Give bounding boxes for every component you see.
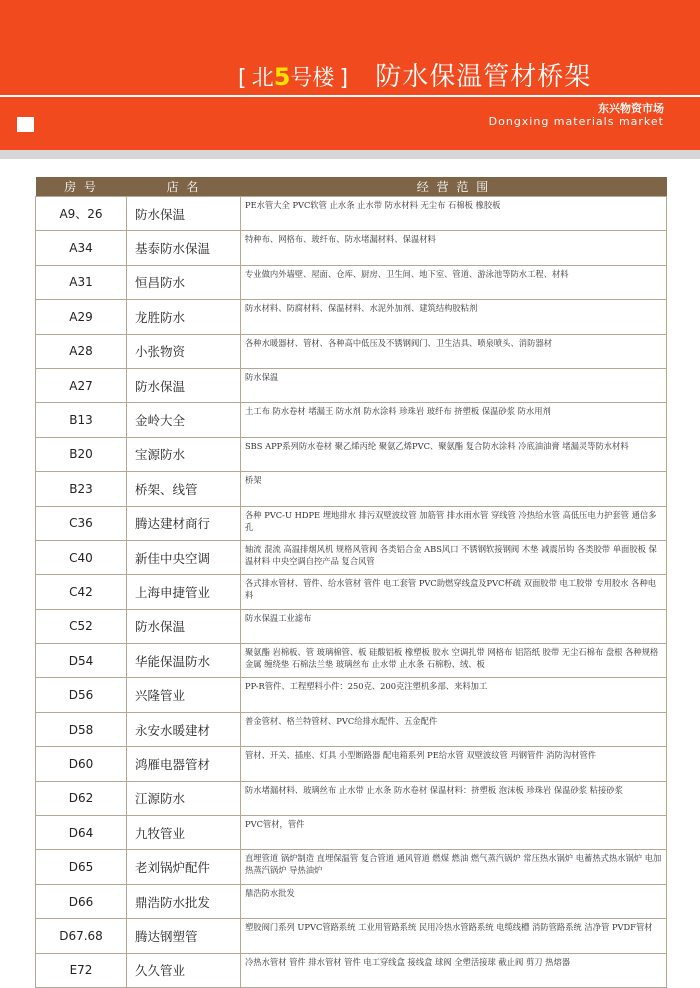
room-number: D67.68 xyxy=(36,919,127,953)
header-gray-strip xyxy=(0,150,700,159)
table-row xyxy=(36,472,667,506)
business-scope: 管材、开关、插座、灯具 小型断路器 配电箱系列 PE给水管 双壁波纹管 玛钢管件 消防沟材管件 xyxy=(241,747,667,781)
shop-name: 防水保温 xyxy=(127,609,241,643)
business-scope: 防水保温工业滤布 xyxy=(241,609,667,643)
table-row xyxy=(36,575,667,609)
shop-name: 久久管业 xyxy=(127,953,241,987)
header-banner xyxy=(0,0,700,150)
business-scope: PE水管大全 PVC软管 止水条 止水带 防水材料 无尘布 石棉板 橡胶板 xyxy=(241,197,667,231)
room-number: A27 xyxy=(36,368,127,402)
room-number: B23 xyxy=(36,472,127,506)
business-scope: PVC管材，管件 xyxy=(241,816,667,850)
table-row xyxy=(36,197,667,231)
shop-name: 恒昌防水 xyxy=(127,265,241,299)
header-room: 房 号 xyxy=(36,177,127,197)
table-row xyxy=(36,506,667,540)
room-number: A34 xyxy=(36,231,127,265)
shop-name: 鼎浩防水批发 xyxy=(127,884,241,918)
business-scope: 各种水暖器材、管材、各种高中低压及不锈钢阀门、卫生洁具、喷泉喷头、消防器材 xyxy=(241,334,667,368)
table-row xyxy=(36,300,667,334)
header-divider xyxy=(0,95,700,97)
room-number: D64 xyxy=(36,816,127,850)
business-scope: 普金管材、格兰特管材、PVC给排水配件、五金配件 xyxy=(241,712,667,746)
shop-name: 腾达建材商行 xyxy=(127,506,241,540)
business-scope: SBS APP系列防水卷材 聚乙烯丙纶 聚氨乙烯PVC、聚氨酯 复合防水涂料 冷底油油膏 堵漏灵等防水材料 xyxy=(241,437,667,471)
shop-name: 永安水暖建材 xyxy=(127,712,241,746)
building-suffix: 号楼 xyxy=(290,66,335,91)
market-name-en: Dongxing materials market xyxy=(488,115,664,128)
header-shop: 店 名 xyxy=(127,177,241,197)
header-subject: 防水保温管材桥架 xyxy=(375,62,592,92)
business-scope: 鼎浩防水批发 xyxy=(241,884,667,918)
table-row xyxy=(36,884,667,918)
business-scope: 防水堵漏材料、玻璃丝布 止水带 止水条 防水卷材 保温材料：挤塑板 泡沫板 珍珠岩 保温砂浆 粘接砂浆 xyxy=(241,781,667,815)
table-row xyxy=(36,231,667,265)
shop-name: 金岭大全 xyxy=(127,403,241,437)
table-row xyxy=(36,403,667,437)
business-scope: 防水材料、防腐材料、保温材料、水泥外加剂、建筑结构胶粘剂 xyxy=(241,300,667,334)
business-scope: 聚氨酯 岩棉板、管 玻璃棉管、板 硅酸铝板 橡塑板 胶水 空调扎带 网格布 铝箔纸 胶带 无尘石棉布 盘根 各种规格金属 缠绕垫 石棉法兰垫 玻璃丝布 止水带 止水条 石棉粉、绒、板 xyxy=(241,644,667,678)
table-row xyxy=(36,265,667,299)
shop-name: 鸿雁电器管材 xyxy=(127,747,241,781)
business-scope: PP-R管件、工程塑料小件：250克、200克注塑机多部、来料加工 xyxy=(241,678,667,712)
room-number: E72 xyxy=(36,953,127,987)
table-row xyxy=(36,781,667,815)
business-scope: 冷热水管材 管件 排水管材 管件 电工穿线盒 接线盒 球阀 全塑活接球 截止阀 剪刀 热熔器 xyxy=(241,953,667,987)
shop-name: 桥架、线管 xyxy=(127,472,241,506)
business-scope: 防水保温 xyxy=(241,368,667,402)
table-row xyxy=(36,712,667,746)
shop-name: 兴隆管业 xyxy=(127,678,241,712)
business-scope: 塑胶阀门系列 UPVC管路系统 工业用管路系统 民用冷热水管路系统 电缆线槽 消防管路系统 洁净管 PVDF管材 xyxy=(241,919,667,953)
table-row xyxy=(36,644,667,678)
shop-name: 基泰防水保温 xyxy=(127,231,241,265)
table-row xyxy=(36,540,667,574)
table-row xyxy=(36,850,667,884)
building-prefix: 北 xyxy=(251,66,274,91)
business-scope: 桥架 xyxy=(241,472,667,506)
room-number: C52 xyxy=(36,609,127,643)
room-number: D66 xyxy=(36,884,127,918)
bracket-close: ] xyxy=(339,66,349,91)
bracket-open: [ xyxy=(238,66,247,91)
table-row xyxy=(36,678,667,712)
business-scope: 土工布 防水卷材 堵漏王 防水剂 防水涂料 珍珠岩 玻纤布 挤塑板 保温砂浆 防水用剂 xyxy=(241,403,667,437)
shop-name: 腾达钢塑管 xyxy=(127,919,241,953)
shop-name: 宝源防水 xyxy=(127,437,241,471)
room-number: C40 xyxy=(36,540,127,574)
shop-name: 上海申捷管业 xyxy=(127,575,241,609)
room-number: D65 xyxy=(36,850,127,884)
shop-name: 龙胜防水 xyxy=(127,300,241,334)
table-row xyxy=(36,747,667,781)
table-row xyxy=(36,334,667,368)
shop-name: 新佳中央空调 xyxy=(127,540,241,574)
building-number: 5 xyxy=(273,63,291,91)
business-scope: 特种布、网格布、玻纤布、防水堵漏材料、保温材料 xyxy=(241,231,667,265)
room-number: A29 xyxy=(36,300,127,334)
shop-name: 防水保温 xyxy=(127,197,241,231)
room-number: A31 xyxy=(36,265,127,299)
table-row xyxy=(36,953,667,987)
shop-name: 小张物资 xyxy=(127,334,241,368)
header-title xyxy=(238,56,591,93)
room-number: C36 xyxy=(36,506,127,540)
table-row xyxy=(36,437,667,471)
table-header-row xyxy=(36,177,667,197)
room-number: D62 xyxy=(36,781,127,815)
shop-name: 华能保温防水 xyxy=(127,644,241,678)
room-number: C42 xyxy=(36,575,127,609)
table-row xyxy=(36,368,667,402)
room-number: A28 xyxy=(36,334,127,368)
table-row xyxy=(36,919,667,953)
room-number: D58 xyxy=(36,712,127,746)
decorative-square xyxy=(17,117,34,132)
room-number: B13 xyxy=(36,403,127,437)
table-row xyxy=(36,609,667,643)
business-scope: 轴流 混流 高温排烟风机 规格风管阀 各类铝合金 ABS风口 不锈钢软接钢阀 木垫 减震吊钩 各类胶带 单面胶板 保温材料 中央空调自控产品 复合风管 xyxy=(241,540,667,574)
room-number: D60 xyxy=(36,747,127,781)
room-number: D54 xyxy=(36,644,127,678)
shop-name: 老刘锅炉配件 xyxy=(127,850,241,884)
business-scope: 直埋管道 锅炉制造 直埋保温管 复合管道 通风管道 燃煤 燃油 燃气蒸汽锅炉 常压热水锅炉 电蓄热式热水锅炉 电加热蒸汽锅炉 导热油炉 xyxy=(241,850,667,884)
shop-name: 防水保温 xyxy=(127,368,241,402)
room-number: A9、26 xyxy=(36,197,127,231)
shop-name: 江源防水 xyxy=(127,781,241,815)
header-scope: 经 营 范 围 xyxy=(241,177,667,197)
room-number: D56 xyxy=(36,678,127,712)
shop-name: 九牧管业 xyxy=(127,816,241,850)
shop-directory-table xyxy=(35,177,667,988)
market-name-cn: 东兴物资市场 xyxy=(598,102,664,115)
room-number: B20 xyxy=(36,437,127,471)
business-scope: 各种 PVC-U HDPE 埋地排水 排污双壁波纹管 加筋管 排水雨水管 穿线管 冷热给水管 高低压电力护套管 通信多孔 xyxy=(241,506,667,540)
business-scope: 专业做内外墙壁、屋面、仓库、厨房、卫生间、地下室、管道、游泳池等防水工程、材料 xyxy=(241,265,667,299)
business-scope: 各式排水管材、管件、给水管材 管件 电工套管 PVC助燃穿线盒及PVC杯疏 双面胶带 电工胶带 专用胶水 各种电料 xyxy=(241,575,667,609)
table-row xyxy=(36,816,667,850)
